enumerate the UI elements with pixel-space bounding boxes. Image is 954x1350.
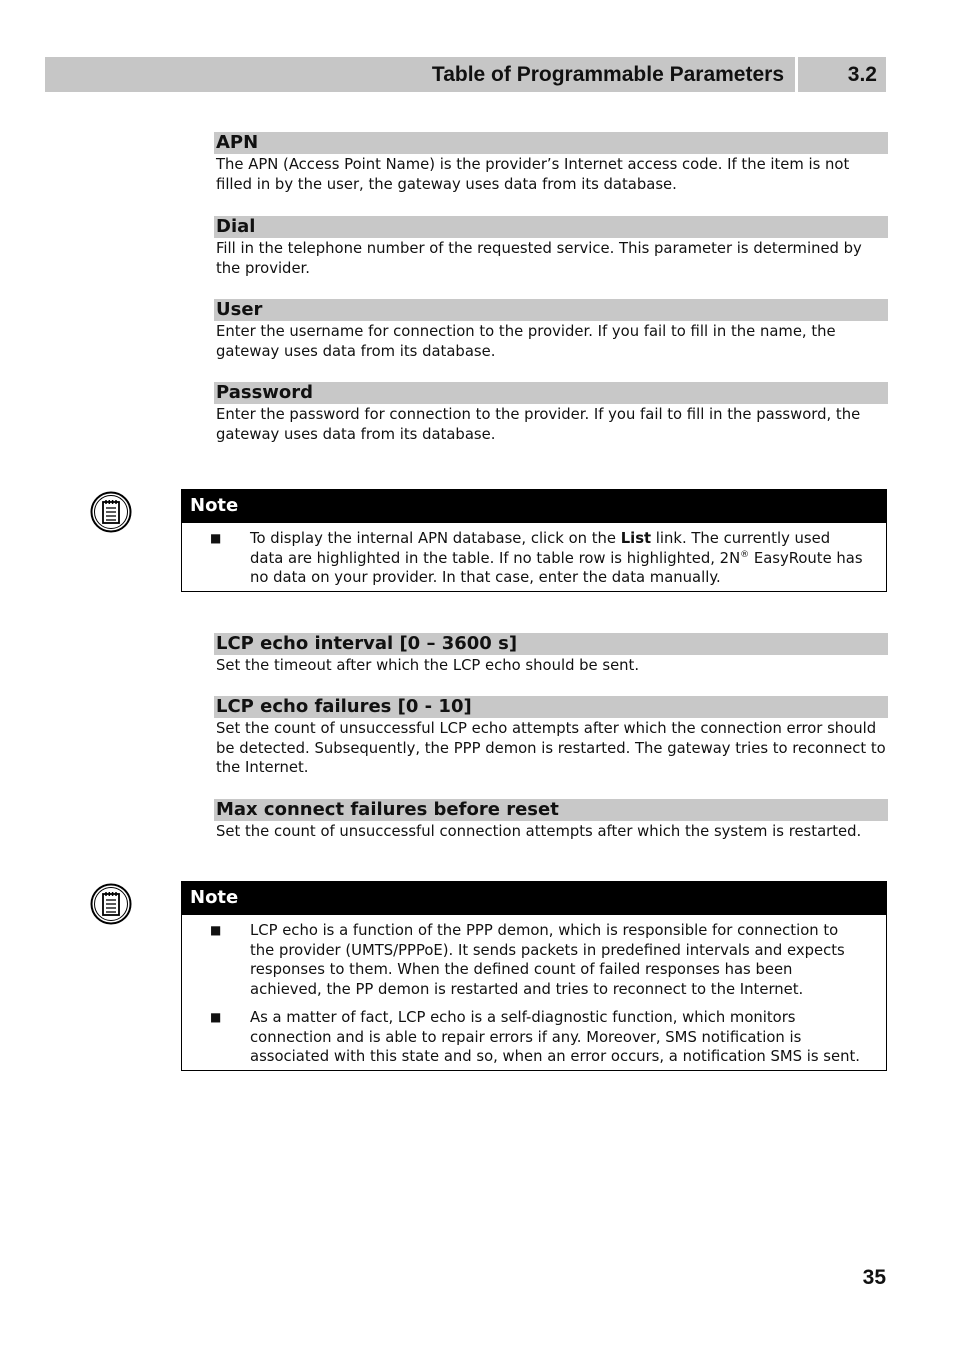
section-text: The APN (Access Point Name) is the provider’s Internet access code. If the item is not filled in by the user, the gateway uses data from its database. <box>216 156 850 193</box>
section-text: Enter the password for connection to the provider. If you fail to fill in the password, the gateway uses data from its database. <box>216 406 861 443</box>
note-heading: Note <box>182 882 886 915</box>
section-lcp-echo-failures <box>214 696 888 778</box>
section-apn <box>214 132 888 194</box>
note-item <box>210 529 866 588</box>
section-user <box>214 299 888 361</box>
header-title: Table of Programmable Parameters <box>45 57 795 92</box>
section-text: Set the count of unsuccessful connection attempts after which the system is restarted. <box>216 823 862 840</box>
section-heading: Dial <box>214 216 888 238</box>
section-heading: LCP echo failures [0 - 10] <box>214 696 888 718</box>
section-lcp-echo-interval <box>214 633 888 676</box>
notepad-icon <box>90 883 132 925</box>
note-text: As a matter of fact, LCP echo is a self-diagnostic function, which monitors connection and is able to repair errors if any. Moreover, SMS notification is associated with this state and so, when an error occurs, a notification SMS is sent. <box>250 1009 860 1065</box>
note-item <box>210 921 866 999</box>
notepad-icon <box>90 491 132 533</box>
registered-mark: ® <box>740 549 750 560</box>
note-box <box>181 881 887 1071</box>
note-text: LCP echo is a function of the PPP demon, which is responsible for connection to the provider (UMTS/PPPoE). It sends packets in predefined intervals and expects responses to them. When the defined count of failed responses has been achieved, the PP demon is restarted and tries to reconnect to the Internet. <box>250 922 845 998</box>
section-heading: APN <box>214 132 888 154</box>
section-text: Set the count of unsuccessful LCP echo attempts after which the connection error should be detected. Subsequently, the PPP demon is restarted. The gateway tries to reconnect to the Internet. <box>216 720 886 776</box>
section-heading: Max connect failures before reset <box>214 799 888 821</box>
section-password <box>214 382 888 444</box>
bullet-icon: ■ <box>210 923 222 937</box>
note-box <box>181 489 887 592</box>
note-item <box>210 1008 866 1067</box>
bullet-icon: ■ <box>210 1010 222 1024</box>
note-heading: Note <box>182 490 886 523</box>
section-text: Fill in the telephone number of the requested service. This parameter is determined by the provider. <box>216 240 862 277</box>
section-text: Enter the username for connection to the provider. If you fail to fill in the name, the gateway uses data from its database. <box>216 323 836 360</box>
list-link-label: List <box>620 530 652 547</box>
section-heading: User <box>214 299 888 321</box>
section-number: 3.2 <box>798 57 886 92</box>
section-text: Set the timeout after which the LCP echo should be sent. <box>216 657 640 674</box>
page-number: 35 <box>862 1266 886 1289</box>
note-text: To display the internal APN database, click on the List link. The currently used data are highlighted in the table. If no table row is highlighted, 2N® EasyRoute has no data on your provider. In that case, enter the data manually. <box>250 530 863 586</box>
section-dial <box>214 216 888 278</box>
page-header <box>45 57 886 92</box>
section-heading: Password <box>214 382 888 404</box>
bullet-icon: ■ <box>210 531 222 545</box>
section-max-connect-failures <box>214 799 888 842</box>
section-heading: LCP echo interval [0 – 3600 s] <box>214 633 888 655</box>
